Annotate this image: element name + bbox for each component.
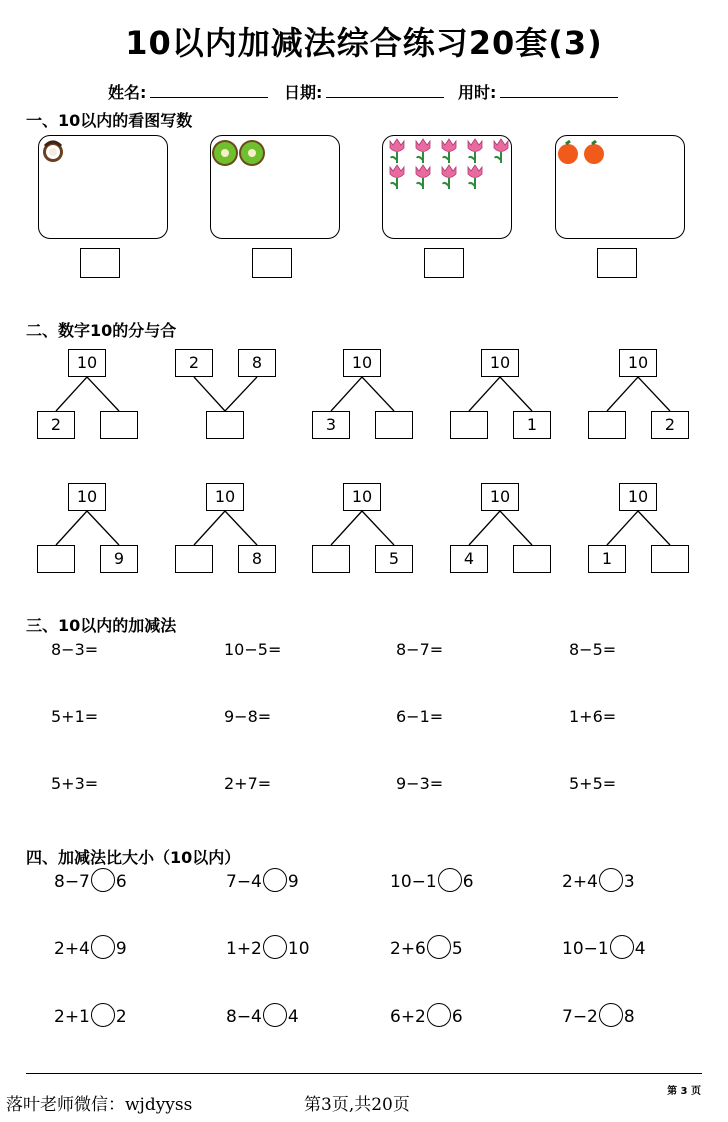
comparison-circle[interactable] <box>610 935 634 959</box>
comparison-right: 4 <box>287 1007 299 1027</box>
comparison-circle[interactable] <box>599 1003 623 1027</box>
tree-connector <box>638 511 670 545</box>
tree-bottom-box[interactable] <box>206 411 244 439</box>
tree-connector <box>194 377 225 411</box>
footer-wechat: 落叶老师微信：wjdyyss <box>6 1095 193 1115</box>
comparison-left: 10−1 <box>390 872 437 892</box>
tree-right-box[interactable] <box>513 545 551 573</box>
tree-top-box[interactable]: 10 <box>68 349 106 377</box>
tree-connector <box>87 511 119 545</box>
footer-page-text: 第3页,共20页 <box>304 1095 410 1115</box>
comparison-left: 2+6 <box>390 939 426 959</box>
comparison-item <box>54 1003 127 1031</box>
tree-connector <box>56 377 87 411</box>
tree-left-box[interactable] <box>450 411 488 439</box>
tree-connector <box>500 511 532 545</box>
comparison-item <box>562 935 646 963</box>
comparison-item <box>390 1003 463 1031</box>
tree-connector <box>638 377 670 411</box>
tree-right-box[interactable] <box>100 411 138 439</box>
exercise: 5+5= <box>569 774 617 793</box>
exercise: 8−5= <box>569 640 617 659</box>
exercise: 9−8= <box>224 707 272 726</box>
tree-left-box[interactable] <box>312 545 350 573</box>
comparison-circle[interactable] <box>91 868 115 892</box>
tree-left-box[interactable] <box>37 545 75 573</box>
comparison-circle[interactable] <box>91 1003 115 1027</box>
tree-connector <box>56 511 87 545</box>
exercise: 2+7= <box>224 774 272 793</box>
comparison-circle[interactable] <box>427 1003 451 1027</box>
comparison-item <box>390 868 474 896</box>
tree-left-box[interactable] <box>588 411 626 439</box>
tree-right-box[interactable]: 5 <box>375 545 413 573</box>
tree-top-box[interactable]: 10 <box>619 483 657 511</box>
tree-top-box[interactable]: 10 <box>619 349 657 377</box>
comparison-item <box>562 1003 635 1031</box>
comparison-right: 6 <box>462 872 474 892</box>
tree-top-box[interactable]: 10 <box>206 483 244 511</box>
comparison-right: 8 <box>623 1007 635 1027</box>
exercise: 10−5= <box>224 640 282 659</box>
comparison-left: 10−1 <box>562 939 609 959</box>
tree-connector <box>607 511 638 545</box>
tree-left-box[interactable]: 3 <box>312 411 350 439</box>
tree-right-box[interactable] <box>651 545 689 573</box>
comparison-circle[interactable] <box>91 935 115 959</box>
name-label: 姓名: <box>108 83 147 102</box>
comparison-left: 2+4 <box>54 939 90 959</box>
comparison-left: 8−7 <box>54 872 90 892</box>
comparison-left: 8−4 <box>226 1007 262 1027</box>
comparison-right: 9 <box>115 939 127 959</box>
comparison-item <box>390 935 463 963</box>
comparison-item <box>226 868 299 896</box>
comparison-right: 4 <box>634 939 646 959</box>
tree-top-box[interactable]: 10 <box>481 349 519 377</box>
tree-connector <box>500 377 532 411</box>
tree-connector <box>331 511 362 545</box>
comparison-left: 6+2 <box>390 1007 426 1027</box>
tree-left-box[interactable]: 2 <box>37 411 75 439</box>
tree-connector <box>331 377 362 411</box>
comparison-circle[interactable] <box>438 868 462 892</box>
tree-connector <box>225 511 257 545</box>
exercise: 8−7= <box>396 640 444 659</box>
comparison-circle[interactable] <box>599 868 623 892</box>
exercise: 9−3= <box>396 774 444 793</box>
tree-connector <box>362 511 394 545</box>
tree-top-right-box[interactable]: 8 <box>238 349 276 377</box>
time-label: 用时: <box>458 83 497 102</box>
tree-right-box[interactable]: 8 <box>238 545 276 573</box>
tree-right-box[interactable]: 2 <box>651 411 689 439</box>
comparison-right: 5 <box>451 939 463 959</box>
section-2-heading: 二、数字10的分与合 <box>26 321 177 340</box>
comparison-circle[interactable] <box>427 935 451 959</box>
comparison-item <box>226 1003 299 1031</box>
tree-connector <box>225 377 257 411</box>
tree-top-box[interactable]: 10 <box>343 483 381 511</box>
tree-connector <box>607 377 638 411</box>
tree-top-left-box[interactable]: 2 <box>175 349 213 377</box>
comparison-circle[interactable] <box>263 1003 287 1027</box>
tree-connector <box>194 511 225 545</box>
comparison-left: 2+4 <box>562 872 598 892</box>
footer-divider <box>26 1073 702 1074</box>
exercise: 8−3= <box>51 640 99 659</box>
comparison-left: 7−4 <box>226 872 262 892</box>
comparison-left: 2+1 <box>54 1007 90 1027</box>
page-title: 10以内加减法综合练习20套(3) <box>125 24 603 62</box>
comparison-right: 2 <box>115 1007 127 1027</box>
page-number: 第 3 页 <box>667 1086 701 1097</box>
tree-top-box[interactable]: 10 <box>68 483 106 511</box>
comparison-item <box>226 935 310 963</box>
tree-left-box[interactable]: 4 <box>450 545 488 573</box>
comparison-circle[interactable] <box>263 935 287 959</box>
tree-right-box[interactable]: 9 <box>100 545 138 573</box>
comparison-right: 6 <box>115 872 127 892</box>
exercise: 6−1= <box>396 707 444 726</box>
tree-right-box[interactable] <box>375 411 413 439</box>
tree-top-box[interactable]: 10 <box>343 349 381 377</box>
tree-left-box[interactable] <box>175 545 213 573</box>
tree-right-box[interactable]: 1 <box>513 411 551 439</box>
comparison-item <box>562 868 635 896</box>
exercise: 5+3= <box>51 774 99 793</box>
tree-connector <box>469 511 500 545</box>
exercise: 1+6= <box>569 707 617 726</box>
comparison-right: 9 <box>287 872 299 892</box>
section-1-heading: 一、10以内的看图写数 <box>26 111 193 130</box>
comparison-circle[interactable] <box>263 868 287 892</box>
tree-connector <box>87 377 119 411</box>
tree-connector <box>362 377 394 411</box>
comparison-right: 10 <box>287 939 310 959</box>
exercise: 5+1= <box>51 707 99 726</box>
tree-left-box[interactable]: 1 <box>588 545 626 573</box>
section-4-heading: 四、加减法比大小（10以内） <box>26 848 241 867</box>
tree-top-box[interactable]: 10 <box>481 483 519 511</box>
comparison-right: 3 <box>623 872 635 892</box>
section-3-heading: 三、10以内的加减法 <box>26 616 177 635</box>
comparison-item <box>54 868 127 896</box>
comparison-left: 1+2 <box>226 939 262 959</box>
comparison-item <box>54 935 127 963</box>
comparison-left: 7−2 <box>562 1007 598 1027</box>
tree-connector <box>469 377 500 411</box>
comparison-right: 6 <box>451 1007 463 1027</box>
date-label: 日期: <box>284 83 323 102</box>
